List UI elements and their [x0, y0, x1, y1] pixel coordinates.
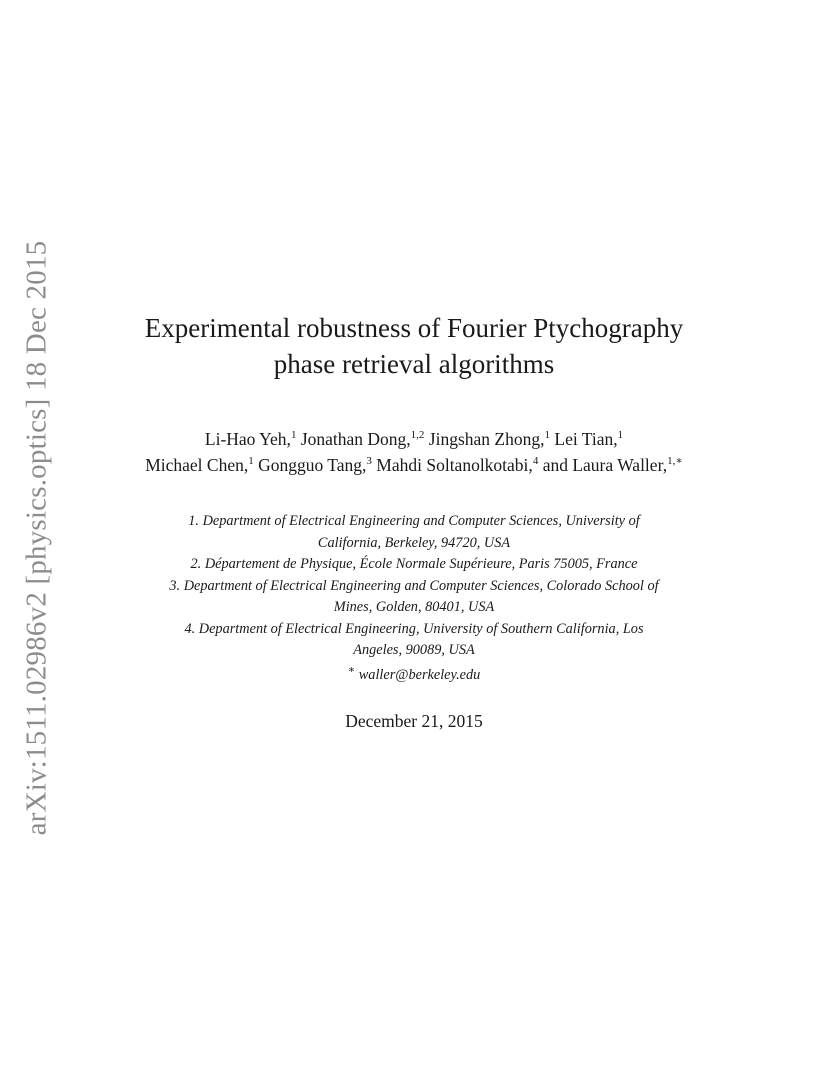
- correspondence-email: [0, 664, 828, 684]
- author-name: Jonathan Dong,: [300, 429, 411, 449]
- author-affiliation-mark: 1: [248, 455, 254, 468]
- author-affiliation-mark: 1,∗: [667, 455, 683, 468]
- affiliation-line: 3. Department of Electrical Engineering and Computer Sciences, Colorado School of: [169, 577, 659, 594]
- author-name: Mahdi Soltanolkotabi,: [376, 455, 533, 475]
- author-affiliation-mark: 3: [366, 455, 372, 468]
- correspondence-marker: ∗: [347, 664, 356, 677]
- author-affiliation-mark: 4: [532, 455, 539, 468]
- author-affiliation-mark: 1: [617, 429, 624, 442]
- author-name: Lei Tian,: [554, 429, 618, 449]
- email-address: waller@berkeley.edu: [358, 667, 481, 683]
- affiliations-block: [0, 511, 828, 662]
- title-line-1: Experimental robustness of Fourier Ptychography: [144, 313, 684, 343]
- author-affiliation-mark: 1: [290, 429, 297, 442]
- arxiv-identifier-stamp: arXiv:1511.02986v2 [physics.optics] 18 Dec 2015: [20, 240, 53, 836]
- author-line-1: [0, 426, 828, 452]
- author-affiliation-mark: 1: [544, 429, 550, 442]
- affiliation-line: Mines, Golden, 80401, USA: [333, 599, 495, 615]
- author-name: Jingshan Zhong,: [428, 429, 545, 449]
- affiliation-line: 2. Département de Physique, École Normale Supérieure, Paris 75005, France: [190, 556, 638, 572]
- author-name: and Laura Waller,: [542, 455, 668, 475]
- paper-title: [0, 310, 828, 382]
- author-affiliation-mark: 1,2: [410, 429, 425, 442]
- title-line-2: phase retrieval algorithms: [273, 349, 555, 379]
- author-name: Gongguo Tang,: [258, 455, 367, 475]
- paper-date: December 21, 2015: [345, 711, 483, 731]
- affiliation-line: California, Berkeley, 94720, USA: [317, 534, 511, 551]
- affiliation-line: 4. Department of Electrical Engineering, University of Southern California, Los: [184, 620, 644, 637]
- author-list: [0, 426, 828, 478]
- author-line-2: [0, 452, 828, 478]
- author-name: Michael Chen,: [145, 455, 249, 475]
- author-name: Li-Hao Yeh,: [204, 429, 291, 449]
- affiliation-line: Angeles, 90089, USA: [353, 642, 475, 658]
- affiliation-line: 1. Department of Electrical Engineering and Computer Sciences, University of: [188, 513, 640, 529]
